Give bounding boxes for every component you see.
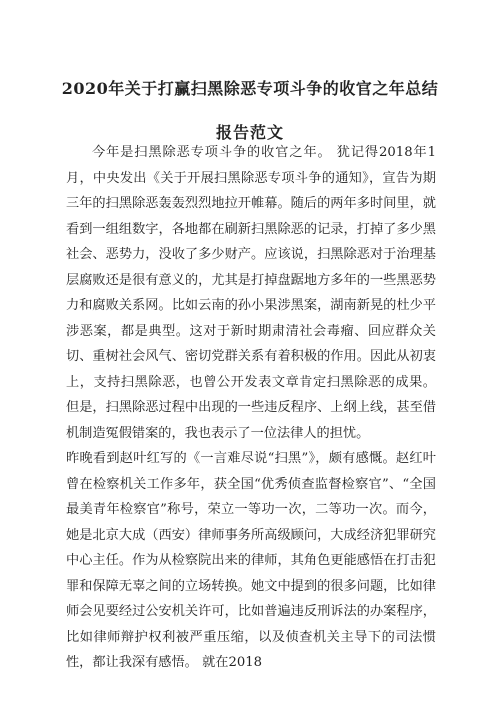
- paragraph-2: 昨晚看到赵叶红写的《一言难尽说“扫黑”》，颇有感慨。赵红叶曾在检察机关工作多年，获全国“优秀侦查监督检察官”、“全国最美青年检察官”称号，荣立一等功一次，二等功一次。而今，她是北京大成（西安）律师事务所高级顾问，大成经济犯罪研究中心主任。作为从检察院出来的律师，其角色更能感悟在打击犯罪和保障无辜之间的立场转换。她文中提到的很多问题，比如律师会见要经过公安机关许可，比如普遍违反刑诉法的办案程序，比如律师辩护权利被严重压缩，以及侦查机关主导下的司法惯性，都让我深有感悟。 就在2018: [66, 451, 436, 670]
- paragraph-1: 今年是扫黑除恶专项斗争的收官之年。 犹记得2018年1月，中央发出《关于开展扫黑除恶专项斗争的通知》，宣告为期三年的扫黑除恶轰轰烈烈地拉开帷幕。随后的两年多时间里，就看到一组组数字，各地都在刷新扫黑除恶的记录，打掉了多少黑社会、恶势力，没收了多少财产。应该说，扫黑除恶对于治理基层腐败还是很有意义的，尤其是打掉盘踞地方多年的一些黑恶势力和腐败关系网。比如云南的孙小果涉黑案，湖南新晃的杜少平涉恶案，都是典型。这对于新时期肃清社会毒瘤、回应群众关切、重树社会风气、密切党群关系有着积极的作用。因此从初衷上，支持扫黑除恶，也曾公开发表文章肯定扫黑除恶的成果。 但是，扫黑除恶过程中出现的一些违反程序、上纲上线，甚至借机制造冤假错案的，我也表示了一位法律人的担忧。: [66, 145, 436, 441]
- document-title: 2020年关于打赢扫黑除恶专项斗争的收官之年总结: [61, 79, 439, 98]
- document-title-continued: 报告范文: [215, 123, 284, 142]
- document-body: [66, 140, 436, 676]
